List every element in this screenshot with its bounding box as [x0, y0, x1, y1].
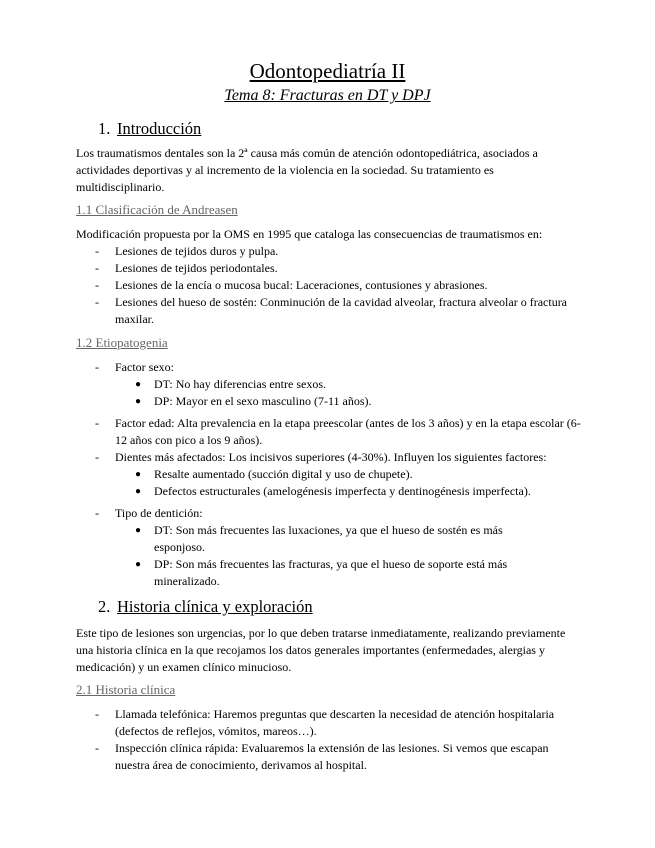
bullet-marker: ●	[135, 525, 142, 536]
dash-marker: -	[95, 295, 99, 309]
subsection-heading-andreasen: 1.1 Clasificación de Andreasen	[76, 202, 238, 217]
sub-list-item	[135, 466, 585, 483]
dash-marker: -	[95, 506, 99, 520]
list-item-text: Lesiones de la encía o mucosa bucal: Laceraciones, contusiones y abrasiones.	[115, 278, 488, 292]
document-subtitle: Tema 8: Fracturas en DT y DPJ	[224, 87, 431, 104]
sub-list-item	[135, 393, 585, 410]
sub-list-item-text: DT: Son más frecuentes las luxaciones, ya que el hueso de sostén es más esponjoso.	[154, 523, 503, 554]
list-item-text: Lesiones de tejidos duros y pulpa.	[115, 244, 279, 258]
section-title: Introducción	[117, 119, 202, 138]
list-item	[95, 243, 585, 260]
sub-list-item-text: DT: No hay diferencias entre sexos.	[154, 377, 327, 391]
bullet-marker: ●	[135, 379, 142, 390]
list-item-text: Inspección clínica rápida: Evaluaremos la extensión de las lesiones. Si vemos que escapan nuestra área de conocimiento, derivamos al hospital.	[115, 741, 549, 772]
list-item-text: Tipo de dentición:	[115, 506, 203, 520]
list-item-text: Lesiones de tejidos periodontales.	[115, 261, 278, 275]
section-heading-introduccion	[98, 119, 398, 139]
intro-paragraph: Los traumatismos dentales son la 2ª causa más común de atención odontopediátrica, asociados a actividades deportivas y al incremento de la violencia en la sociedad. Su tratamiento es multidisciplinario.	[76, 146, 538, 194]
list-item	[95, 706, 585, 740]
list-item	[95, 740, 585, 774]
list-item	[95, 294, 585, 328]
sub-list-item-text: DP: Son más frecuentes las fracturas, ya que el hueso de soporte está más mineralizado.	[154, 557, 508, 588]
bullet-marker: ●	[135, 469, 142, 480]
section-heading-historia	[98, 597, 418, 617]
subsection-heading-historia-clinica: 2.1 Historia clínica	[76, 682, 176, 697]
historia-paragraph: Este tipo de lesiones son urgencias, por lo que deben tratarse inmediatamente, realizando previamente una historia clínica en la que recojamos los datos generales importantes (enfermedades, alergias y medicación) y un examen clínico minucioso.	[76, 626, 566, 674]
list-item-factor-edad	[95, 415, 585, 449]
list-item-text: Dientes más afectados: Los incisivos superiores (4-30%). Influyen los siguientes factores:	[115, 450, 547, 464]
dash-marker: -	[95, 261, 99, 275]
dash-marker: -	[95, 741, 99, 755]
section-number: 2.	[98, 597, 111, 616]
bullet-marker: ●	[135, 396, 142, 407]
list-item-factor-sexo	[95, 359, 585, 376]
dash-marker: -	[95, 707, 99, 721]
list-item-dientes-afectados	[95, 449, 585, 466]
sub-list-item	[135, 522, 545, 556]
sub-list-item	[135, 556, 545, 590]
dash-marker: -	[95, 416, 99, 430]
sub-list-item-text: DP: Mayor en el sexo masculino (7-11 años).	[154, 394, 372, 408]
list-item-text: Factor edad: Alta prevalencia en la etapa preescolar (antes de los 3 años) y en la etapa escolar (6-12 años con pico a los 9 años).	[115, 416, 581, 447]
list-item-text: Lesiones del hueso de sostén: Conminución de la cavidad alveolar, fractura alveolar o fractura maxilar.	[115, 295, 568, 326]
dash-marker: -	[95, 450, 99, 464]
section-number: 1.	[98, 119, 111, 138]
sub-list-item	[135, 376, 585, 393]
list-item-text: Factor sexo:	[115, 360, 174, 374]
list-item-tipo-denticion	[95, 505, 585, 522]
sub-list-item-text: Defectos estructurales (amelogénesis imperfecta y dentinogénesis imperfecta).	[154, 484, 531, 498]
list-item	[95, 277, 585, 294]
dash-marker: -	[95, 360, 99, 374]
andreasen-paragraph: Modificación propuesta por la OMS en 1995 que cataloga las consecuencias de traumatismos en:	[76, 227, 543, 241]
bullet-marker: ●	[135, 559, 142, 570]
dash-marker: -	[95, 244, 99, 258]
section-title: Historia clínica y exploración	[117, 597, 313, 616]
list-item-text: Llamada telefónica: Haremos preguntas que descarten la necesidad de atención hospitalaria (defectos de reflejos, vómitos, mareos…).	[115, 707, 555, 738]
bullet-marker: ●	[135, 486, 142, 497]
list-item	[95, 260, 585, 277]
sub-list-item-text: Resalte aumentado (succión digital y uso de chupete).	[154, 467, 413, 481]
subsection-heading-etiopatogenia: 1.2 Etiopatogenia	[76, 335, 168, 350]
sub-list-item	[135, 483, 585, 500]
dash-marker: -	[95, 278, 99, 292]
document-title: Odontopediatría II	[249, 59, 406, 83]
